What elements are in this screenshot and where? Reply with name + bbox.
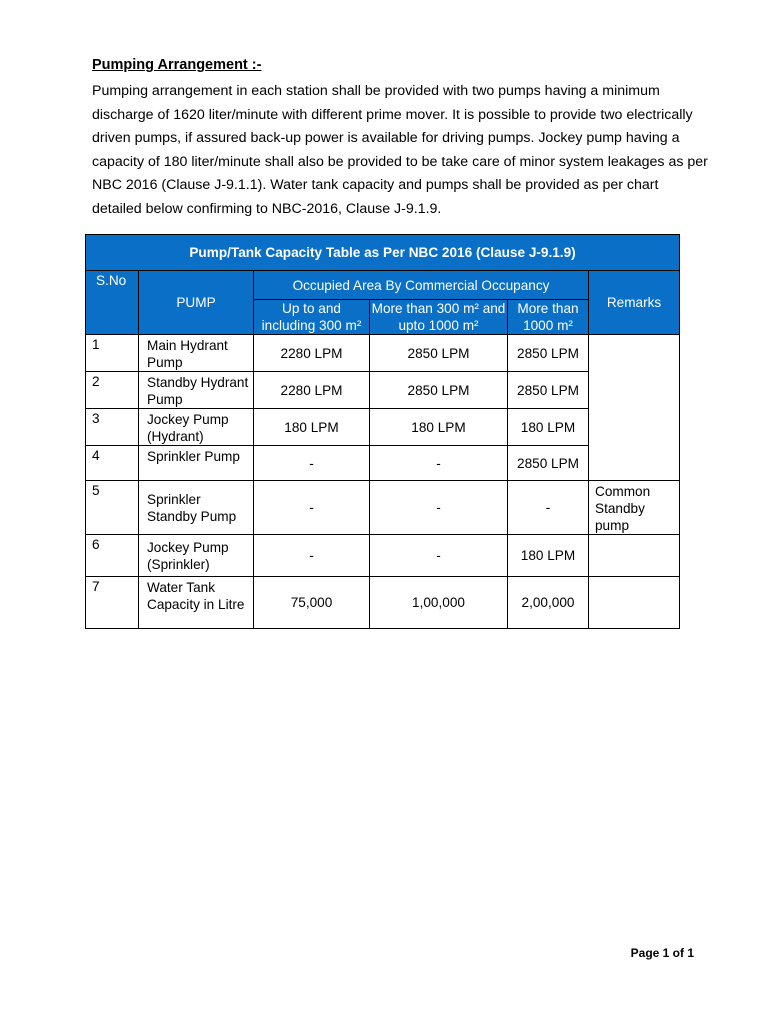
table-row	[86, 481, 680, 535]
remarks-header: Remarks	[589, 271, 680, 335]
value-cell: 2850 LPM	[370, 335, 508, 372]
value-cell: -	[254, 446, 370, 481]
value-cell: -	[508, 481, 589, 535]
sno-cell: 7	[86, 577, 139, 629]
occupancy-group-header: Occupied Area By Commercial Occupancy	[254, 271, 589, 300]
section-heading: Pumping Arrangement :-	[92, 57, 262, 73]
pump-cell: Standby Hydrant Pump	[139, 372, 254, 409]
value-cell: 180 LPM	[370, 409, 508, 446]
pump-cell: Jockey Pump (Sprinkler)	[139, 535, 254, 577]
pump-cell: Sprinkler Standby Pump	[139, 481, 254, 535]
table-row	[86, 577, 680, 629]
value-cell: 2,00,000	[508, 577, 589, 629]
sno-cell: 3	[86, 409, 139, 446]
value-cell: 180 LPM	[508, 409, 589, 446]
value-cell: 1,00,000	[370, 577, 508, 629]
sno-header: S.No	[86, 271, 139, 335]
sno-cell: 4	[86, 446, 139, 481]
table-row	[86, 535, 680, 577]
table-row	[86, 335, 680, 372]
pump-cell: Water Tank Capacity in Litre	[139, 577, 254, 629]
value-cell: 2280 LPM	[254, 335, 370, 372]
value-cell: 2850 LPM	[508, 335, 589, 372]
value-cell: 2850 LPM	[508, 446, 589, 481]
area-col2-header: More than 300 m² and upto 1000 m²	[370, 300, 508, 335]
value-cell: -	[370, 446, 508, 481]
table-title: Pump/Tank Capacity Table as Per NBC 2016 (Clause J-9.1.9)	[86, 235, 680, 271]
remarks-cell: Common Standby pump	[589, 481, 680, 535]
value-cell: 2850 LPM	[370, 372, 508, 409]
value-cell: -	[254, 535, 370, 577]
intro-paragraph: Pumping arrangement in each station shall be provided with two pumps having a minimum discharge of 1620 liter/minute with different prime mover. It is possible to provide two electrically driven pumps, if assured back-up power is available for driving pumps. Jockey pump having a capacity of 180 liter/minute shall also be provided to be take care of minor system leakages as per NBC 2016 (Clause J-9.1.1). Water tank capacity and pumps shall be provided as per chart detailed below confirming to NBC-2016, Clause J-9.1.9.	[92, 83, 708, 217]
value-cell: -	[370, 481, 508, 535]
value-cell: 2850 LPM	[508, 372, 589, 409]
pump-cell: Sprinkler Pump	[139, 446, 254, 481]
area-col1-header: Up to and including 300 m²	[254, 300, 370, 335]
value-cell: -	[370, 535, 508, 577]
sno-cell: 1	[86, 335, 139, 372]
pump-cell: Jockey Pump (Hydrant)	[139, 409, 254, 446]
value-cell: 180 LPM	[254, 409, 370, 446]
sno-cell: 2	[86, 372, 139, 409]
pump-tank-capacity-table	[85, 234, 680, 629]
remarks-cell	[589, 535, 680, 577]
value-cell: 2280 LPM	[254, 372, 370, 409]
page-number: Page 1 of 1	[630, 946, 694, 960]
pump-cell: Main Hydrant Pump	[139, 335, 254, 372]
value-cell: 180 LPM	[508, 535, 589, 577]
remarks-cell	[589, 335, 680, 481]
sno-cell: 6	[86, 535, 139, 577]
value-cell: 75,000	[254, 577, 370, 629]
pump-header: PUMP	[139, 271, 254, 335]
value-cell: -	[254, 481, 370, 535]
area-col3-header: More than 1000 m²	[508, 300, 589, 335]
sno-cell: 5	[86, 481, 139, 535]
remarks-cell	[589, 577, 680, 629]
